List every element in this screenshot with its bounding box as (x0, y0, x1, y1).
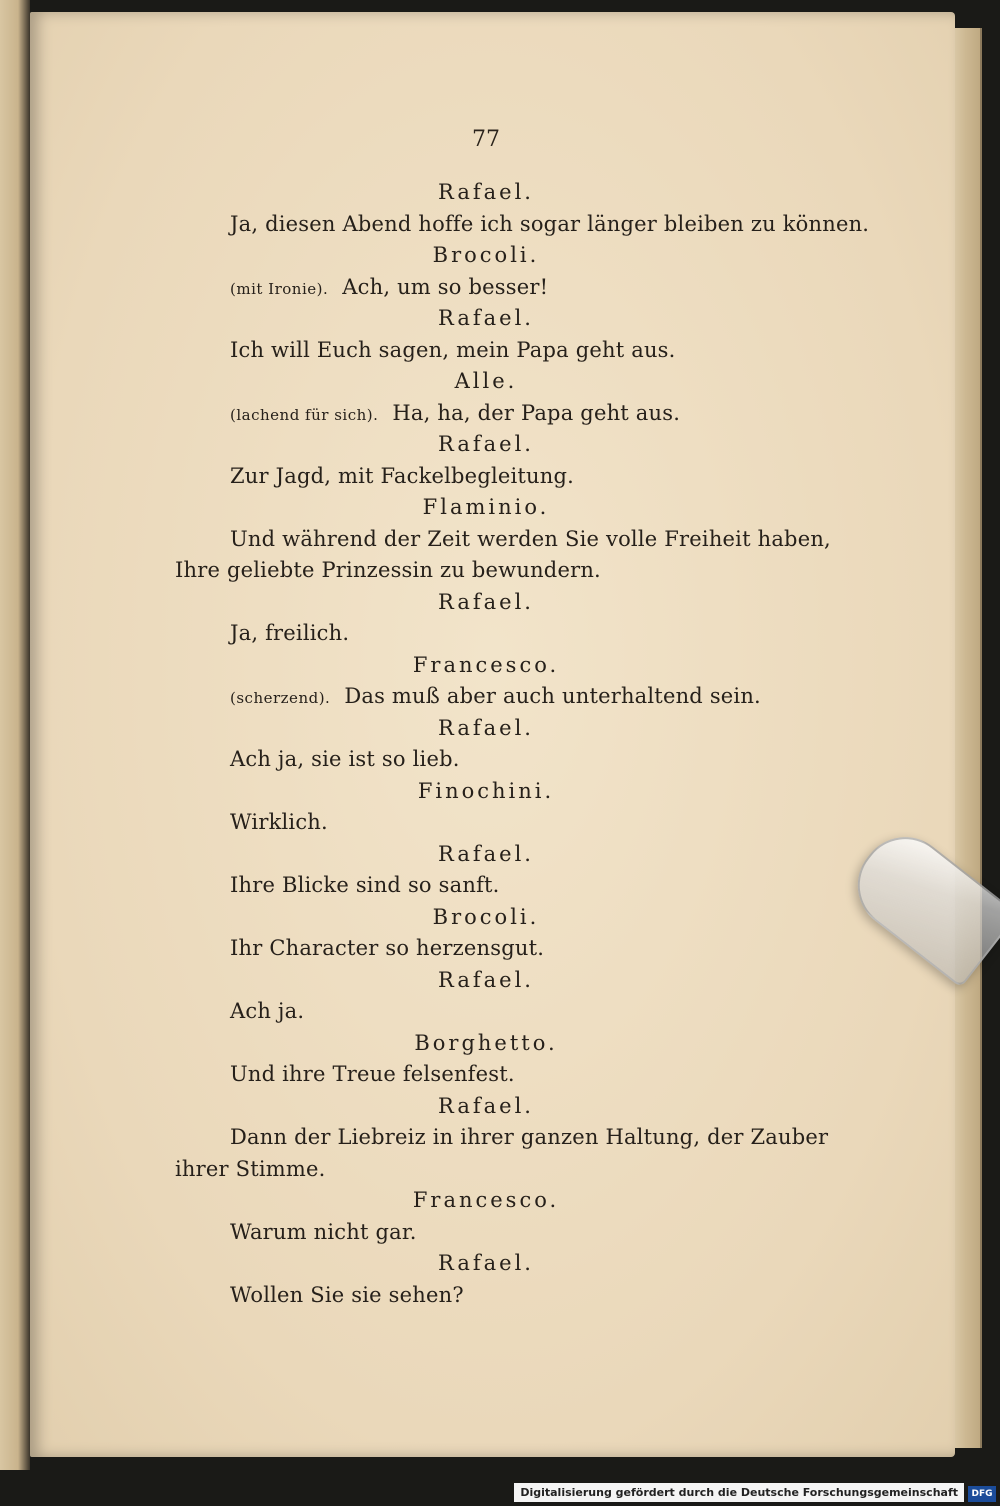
speaker-name: Rafael. (438, 1093, 534, 1118)
book-left-edge (0, 0, 30, 1470)
dialog-line (230, 810, 328, 834)
dialog-text: Und während der Zeit werden Sie volle Freiheit haben, (230, 526, 831, 551)
speaker-name: Rafael. (438, 841, 534, 866)
speaker-name: Borghetto. (414, 1030, 558, 1055)
dialog-text: Ja, diesen Abend hoffe ich sogar länger bleiben zu können. (230, 211, 870, 236)
dialog-line (230, 1220, 417, 1244)
speaker-name: Francesco. (412, 652, 560, 677)
page-number: 77 (472, 127, 500, 152)
dialog-line (230, 1062, 515, 1086)
dialog-text: Ach ja. (230, 999, 305, 1023)
speaker-name: Rafael. (438, 589, 534, 614)
speaker-name: Francesco. (412, 1188, 560, 1212)
stage-direction: (mit Ironie). (230, 279, 329, 298)
dialog-line (230, 873, 500, 897)
dialog-line (230, 999, 304, 1023)
dialog-text: Wirklich. (230, 810, 328, 834)
speaker-name: Brocoli. (432, 243, 540, 267)
dfg-logo-icon: DFG (968, 1486, 996, 1502)
stage-direction: (lachend für sich). (230, 405, 379, 424)
dialog-text: Ha, ha, der Papa geht aus. (392, 400, 681, 425)
dialog-text: Dann der Liebreiz in ihrer ganzen Haltung, der Zauber (230, 1125, 829, 1149)
speaker-name: Alle. (454, 369, 518, 393)
dialog-line (230, 464, 574, 488)
speaker-name: Rafael. (438, 715, 534, 740)
dialog-line (230, 1283, 464, 1307)
page-stack-edge (955, 28, 982, 1448)
dialog-line (230, 212, 869, 236)
book-page (30, 12, 955, 1457)
dialog-text: ihrer Stimme. (175, 1156, 326, 1181)
speaker-name: Rafael. (438, 180, 534, 204)
speaker-name: Finochini. (417, 778, 555, 803)
speaker-name: Rafael. (438, 1251, 534, 1275)
dialog-text: Ihre geliebte Prinzessin zu bewundern. (175, 558, 601, 582)
dialog-line (230, 401, 680, 425)
dialog-text: Und ihre Treue felsenfest. (230, 1062, 515, 1086)
dialog-line (230, 338, 676, 362)
speaker-name: Rafael. (438, 967, 534, 992)
dialog-line (230, 527, 831, 551)
dialog-line (230, 621, 349, 645)
dialog-text: Ihre Blicke sind so sanft. (230, 873, 500, 897)
dialog-text: Ach ja, sie ist so lieb. (230, 747, 460, 771)
dialog-line (230, 1125, 828, 1149)
speaker-name: Brocoli. (432, 904, 540, 929)
dialog-text: Ihr Character so herzensgut. (230, 936, 545, 960)
speaker-name: Flaminio. (422, 495, 550, 519)
dialog-text: Wollen Sie sie sehen? (230, 1282, 464, 1307)
funding-credit: Digitalisierung gefördert durch die Deutsche Forschungsgemeinschaft (514, 1483, 964, 1502)
dialog-text: Ich will Euch sagen, mein Papa geht aus. (230, 337, 676, 362)
dialog-text: Warum nicht gar. (230, 1219, 417, 1244)
dialog-text: Das muß aber auch unterhaltend sein. (344, 684, 761, 708)
dialog-line (230, 684, 761, 708)
speaker-name: Rafael. (438, 306, 534, 330)
dialog-text: Ach, um so besser! (342, 274, 549, 299)
dialog-text: Ja, freilich. (230, 621, 350, 645)
dialog-line (230, 936, 544, 960)
dialog-text: Zur Jagd, mit Fackelbegleitung. (230, 463, 575, 488)
dialog-continuation (175, 558, 601, 582)
stage-direction: (scherzend). (230, 689, 331, 707)
dialog-continuation (175, 1157, 326, 1181)
speaker-name: Rafael. (438, 432, 534, 456)
dialog-line (230, 275, 548, 299)
dialog-line (230, 747, 460, 771)
